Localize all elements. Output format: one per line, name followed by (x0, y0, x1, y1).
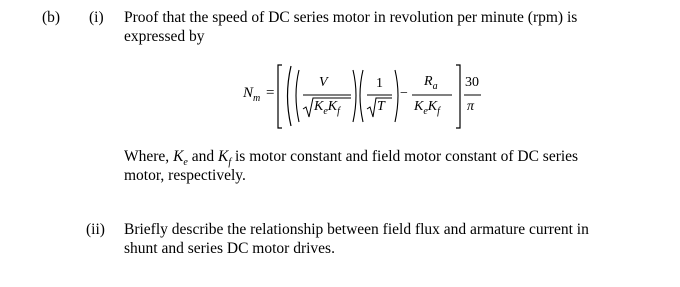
formula-a: a (432, 81, 438, 92)
formula-f-1: f (337, 106, 340, 117)
where-ke: K (173, 148, 184, 165)
formula-r: R (424, 74, 433, 89)
where-line-2: motor, respectively. (124, 167, 246, 184)
formula-k-1: K (314, 99, 324, 114)
frac1-right-paren (353, 70, 356, 122)
subpart-i-line-2: expressed by (124, 28, 205, 45)
part-label: (b) (42, 9, 61, 26)
inner-left-paren (288, 66, 292, 126)
formula-thirty: 30 (465, 75, 479, 90)
formula-kekf-2 (414, 99, 440, 115)
frac2-right-paren (395, 70, 398, 122)
formula-lhs-symbol: N (243, 85, 254, 101)
where-prefix: Where, (124, 148, 174, 165)
formula-e-2: e (423, 106, 428, 117)
formula-lhs-subscript: m (253, 93, 261, 104)
where-kf: K (218, 148, 229, 165)
formula-f-2: f (437, 106, 440, 117)
formula-e-1: e (323, 106, 328, 117)
formula-v: V (319, 75, 328, 90)
outer-left-bracket (278, 65, 282, 128)
subpart-ii-line-2: shunt and series DC motor drives. (124, 240, 335, 257)
formula-pi: π (467, 99, 475, 114)
outer-right-bracket (456, 65, 460, 128)
where-ke-sub: e (183, 157, 188, 168)
frac2-left-paren (360, 70, 363, 122)
formula-k-2: K (327, 99, 338, 114)
formula-one: 1 (376, 76, 383, 91)
formula-equals: = (266, 85, 275, 101)
subpart-i-label: (i) (89, 9, 104, 26)
formula-k-3: K (414, 99, 424, 114)
subpart-i-line-1: Proof that the speed of DC series motor in revolution per minute (rpm) is (124, 9, 578, 26)
where-and: and (187, 148, 218, 165)
formula-t: T (377, 99, 385, 114)
where-kf-sub: f (228, 157, 232, 168)
formula-k-4: K (427, 99, 438, 114)
formula-kekf-1 (314, 99, 340, 115)
formula-minus: − (400, 86, 408, 101)
where-suffix: is motor constant and field motor constant of DC series (231, 148, 579, 165)
frac1-left-paren (296, 70, 299, 122)
subpart-ii-line-1: Briefly describe the relationship between field flux and armature current in (124, 221, 589, 238)
formula-ra (424, 74, 438, 90)
where-line-1 (124, 147, 578, 168)
subpart-ii-label: (ii) (86, 221, 105, 238)
